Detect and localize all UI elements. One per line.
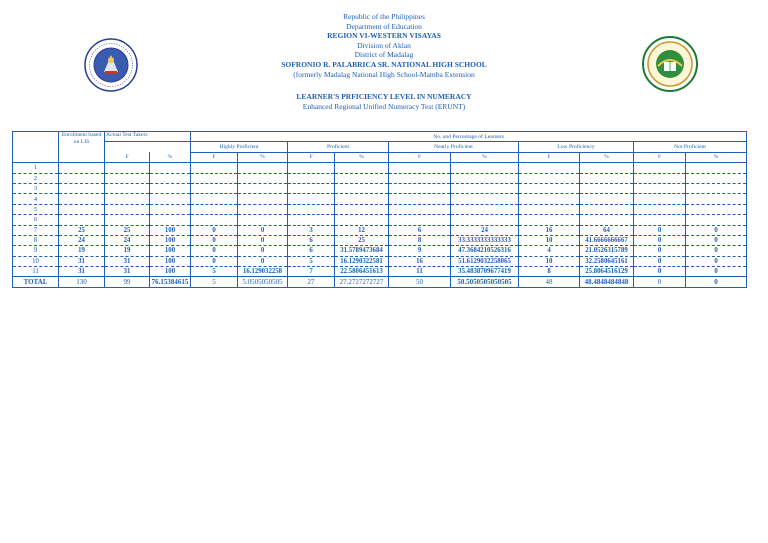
table-cell — [580, 204, 634, 214]
table-cell: 0 — [191, 235, 238, 245]
table-cell: 6 — [288, 246, 335, 256]
total-cell: 130 — [59, 277, 105, 287]
table-cell: 31.5789473684 — [335, 246, 389, 256]
total-cell: 0 — [686, 277, 747, 287]
sub-header-pct: % — [238, 152, 288, 162]
table-cell — [389, 194, 451, 204]
grade-cell: 7 — [13, 225, 59, 235]
table-cell — [105, 204, 150, 214]
table-cell: 47.3684210526316 — [451, 246, 519, 256]
table-cell: 0 — [191, 256, 238, 266]
table-cell — [335, 204, 389, 214]
table-cell — [389, 204, 451, 214]
table-cell — [686, 183, 747, 193]
table-cell: 32.2580645161 — [580, 256, 634, 266]
report-title-block — [0, 92, 768, 111]
header-row-levels — [13, 142, 747, 152]
table-cell — [686, 204, 747, 214]
table-cell: 51.6129032258065 — [451, 256, 519, 266]
table-cell: 0 — [634, 246, 686, 256]
table-cell: 31 — [105, 267, 150, 277]
table-cell: 24 — [451, 225, 519, 235]
table-cell — [580, 194, 634, 204]
table-cell: 35.4838709677419 — [451, 267, 519, 277]
table-cell: 10 — [519, 235, 580, 245]
enrollment-header: Enrollment based on LIS — [59, 132, 105, 163]
header-row-main — [13, 132, 747, 142]
table-cell — [59, 215, 105, 225]
header-line-former-name: (formerly Madalag National High School-Mamba Extension — [293, 69, 475, 79]
table-cell: 7 — [288, 267, 335, 277]
grade-cell: 4 — [13, 194, 59, 204]
deped-seal-logo — [84, 38, 138, 92]
report-title: LEARNER'S PRFICIENCY LEVEL IN NUMERACY — [296, 92, 472, 101]
table-cell — [451, 173, 519, 183]
table-cell: 25 — [59, 225, 105, 235]
table-row — [13, 246, 747, 256]
table-cell: 8 — [389, 235, 451, 245]
sub-header-f: F — [519, 152, 580, 162]
table-cell — [519, 173, 580, 183]
table-cell — [634, 173, 686, 183]
table-cell — [519, 183, 580, 193]
level-header-low-proficiency: Low Proficiency — [519, 142, 634, 152]
table-cell — [105, 173, 150, 183]
header-line-district: District of Madalag — [354, 50, 414, 60]
table-cell: 100 — [150, 267, 191, 277]
table-cell: 16 — [389, 256, 451, 266]
table-cell — [634, 183, 686, 193]
table-cell: 100 — [150, 235, 191, 245]
grade-header — [13, 132, 59, 163]
table-cell: 11 — [389, 267, 451, 277]
numeracy-proficiency-table — [12, 131, 747, 288]
table-cell — [59, 194, 105, 204]
table-cell: 16.1290322581 — [335, 256, 389, 266]
total-cell: 5.0505050505 — [238, 277, 288, 287]
table-cell — [288, 163, 335, 173]
total-cell: 50 — [389, 277, 451, 287]
table-row — [13, 183, 747, 193]
table-cell — [150, 173, 191, 183]
table-cell — [288, 194, 335, 204]
table-cell — [105, 215, 150, 225]
table-cell: 24 — [105, 235, 150, 245]
table-cell: 0 — [634, 267, 686, 277]
table-cell: 0 — [634, 225, 686, 235]
table-body — [13, 163, 747, 277]
grade-cell: 3 — [13, 183, 59, 193]
table-cell: 64 — [580, 225, 634, 235]
grade-cell: 1 — [13, 163, 59, 173]
table-cell: 0 — [191, 225, 238, 235]
table-cell — [191, 183, 238, 193]
table-cell — [238, 163, 288, 173]
table-row — [13, 267, 747, 277]
total-cell: 50.5050505050505 — [451, 277, 519, 287]
table-cell: 6 — [288, 235, 335, 245]
table-cell — [634, 204, 686, 214]
table-row — [13, 215, 747, 225]
table-cell — [191, 204, 238, 214]
table-cell: 25 — [335, 235, 389, 245]
table-row — [13, 163, 747, 173]
table-cell — [634, 163, 686, 173]
table-cell — [580, 173, 634, 183]
table-cell — [519, 215, 580, 225]
table-cell: 31 — [105, 256, 150, 266]
level-header-proficient: Proficient — [288, 142, 389, 152]
school-seal-logo — [642, 36, 698, 92]
sub-header-f: F — [191, 152, 238, 162]
table-cell: 100 — [150, 225, 191, 235]
table-cell: 0 — [238, 225, 288, 235]
header-row-subcolumns — [13, 152, 747, 162]
header-line-country: Republic of the Philippines — [343, 12, 425, 21]
table-cell: 24 — [59, 235, 105, 245]
table-cell — [634, 215, 686, 225]
table-cell: 0 — [686, 267, 747, 277]
grade-cell: 9 — [13, 246, 59, 256]
table-cell — [389, 163, 451, 173]
table-cell — [335, 163, 389, 173]
table-cell: 25 — [105, 225, 150, 235]
sub-header-f: F — [634, 152, 686, 162]
table-cell — [150, 204, 191, 214]
header-line-school: SOFRONIO R. PALABRICA SR. NATIONAL HIGH SCHOOL — [281, 59, 487, 69]
table-cell: 0 — [634, 235, 686, 245]
grade-cell: 5 — [13, 204, 59, 214]
learners-group-header: No. and Percentage of Learners — [191, 132, 747, 142]
table-cell — [335, 194, 389, 204]
table-cell: 21.0526315789 — [580, 246, 634, 256]
table-cell — [238, 215, 288, 225]
table-cell: 3 — [288, 225, 335, 235]
level-header-nearly-proficient: Nearly Proficient — [389, 142, 519, 152]
header-line-department: Department of Education — [346, 21, 422, 31]
test-takers-header-continued — [105, 142, 191, 152]
table-row — [13, 256, 747, 266]
table-cell: 0 — [238, 256, 288, 266]
table-cell — [580, 183, 634, 193]
sub-header-f: F — [288, 152, 335, 162]
table-cell: 0 — [686, 246, 747, 256]
table-cell — [191, 194, 238, 204]
table-cell — [335, 173, 389, 183]
sub-header-pct: % — [580, 152, 634, 162]
table-cell: 8 — [519, 267, 580, 277]
table-cell — [105, 183, 150, 193]
grade-cell: 10 — [13, 256, 59, 266]
table-cell: 6 — [389, 225, 451, 235]
table-cell — [451, 183, 519, 193]
table-cell: 0 — [686, 225, 747, 235]
table-cell — [519, 204, 580, 214]
total-cell: 99 — [105, 277, 150, 287]
table-cell: 0 — [238, 246, 288, 256]
sub-header-f: F — [105, 152, 150, 162]
table-cell — [288, 173, 335, 183]
table-cell — [191, 173, 238, 183]
table-cell — [59, 173, 105, 183]
grade-cell: 8 — [13, 235, 59, 245]
table-cell — [634, 194, 686, 204]
table-cell: 10 — [519, 256, 580, 266]
header-line-division: Division of Aklan — [357, 40, 411, 50]
level-header-not-proficient: Not Proficient — [634, 142, 747, 152]
total-cell: 27 — [288, 277, 335, 287]
table-cell — [335, 183, 389, 193]
sub-header-pct: % — [150, 152, 191, 162]
table-row — [13, 173, 747, 183]
total-row — [13, 277, 747, 287]
table-cell: 16 — [519, 225, 580, 235]
table-row — [13, 225, 747, 235]
table-cell — [519, 194, 580, 204]
grade-cell: 2 — [13, 173, 59, 183]
table-cell — [580, 215, 634, 225]
grade-cell: 11 — [13, 267, 59, 277]
table-cell: 31 — [59, 267, 105, 277]
report-subtitle: Enhanced Regional Unified Numeracy Test (ERUNT) — [302, 101, 466, 111]
total-cell: 0 — [634, 277, 686, 287]
table-cell — [389, 215, 451, 225]
table-cell: 0 — [686, 235, 747, 245]
table-cell — [105, 163, 150, 173]
table-cell — [288, 215, 335, 225]
level-header-highly-proficient: Highly Proficient — [191, 142, 288, 152]
total-cell: 48.4848484848 — [580, 277, 634, 287]
table-cell — [238, 194, 288, 204]
table-cell — [288, 183, 335, 193]
table-cell — [59, 204, 105, 214]
table-cell: 0 — [634, 256, 686, 266]
sub-header-pct: % — [686, 152, 747, 162]
table-cell: 33.3333333333333 — [451, 235, 519, 245]
table-row — [13, 194, 747, 204]
table-cell — [519, 163, 580, 173]
table-row — [13, 204, 747, 214]
test-takers-header: Actual Test Takers — [105, 132, 191, 142]
table-cell: 12 — [335, 225, 389, 235]
table-cell — [150, 194, 191, 204]
table-cell: 100 — [150, 256, 191, 266]
table-row — [13, 235, 747, 245]
table-cell: 5 — [288, 256, 335, 266]
total-cell: 48 — [519, 277, 580, 287]
table-cell — [686, 194, 747, 204]
sub-header-pct: % — [335, 152, 389, 162]
total-cell: 5 — [191, 277, 238, 287]
table-cell — [451, 194, 519, 204]
sub-header-pct: % — [451, 152, 519, 162]
sub-header-f: F — [389, 152, 451, 162]
table-cell — [451, 163, 519, 173]
table-cell — [191, 163, 238, 173]
total-cell: 76.15384615 — [150, 277, 191, 287]
table-cell: 25.8064516129 — [580, 267, 634, 277]
table-cell: 9 — [389, 246, 451, 256]
table-cell — [686, 163, 747, 173]
table-cell: 4 — [519, 246, 580, 256]
table-cell — [288, 204, 335, 214]
table-cell: 100 — [150, 246, 191, 256]
table-cell — [389, 173, 451, 183]
table-cell: 22.5806451613 — [335, 267, 389, 277]
total-cell: 27.2727272727 — [335, 277, 389, 287]
table-cell: 5 — [191, 267, 238, 277]
table-cell: 0 — [238, 235, 288, 245]
table-cell — [150, 183, 191, 193]
grade-cell: 6 — [13, 215, 59, 225]
table-cell: 19 — [105, 246, 150, 256]
table-cell — [389, 183, 451, 193]
table-cell — [150, 163, 191, 173]
table-cell — [686, 215, 747, 225]
table-cell — [451, 204, 519, 214]
table-cell — [191, 215, 238, 225]
table-cell: 31 — [59, 256, 105, 266]
table-cell — [580, 163, 634, 173]
table-cell — [150, 215, 191, 225]
table-cell — [105, 194, 150, 204]
table-cell: 16.129032258 — [238, 267, 288, 277]
table-cell — [59, 163, 105, 173]
table-cell: 0 — [686, 256, 747, 266]
table-cell: 41.6666666667 — [580, 235, 634, 245]
table-cell — [451, 215, 519, 225]
table-cell — [59, 183, 105, 193]
table-cell — [686, 173, 747, 183]
total-cell: TOTAL — [13, 277, 59, 287]
header-line-region: REGION VI-WESTERN VISAYAS — [327, 31, 441, 41]
table-cell — [238, 173, 288, 183]
table-cell — [238, 204, 288, 214]
table-cell: 19 — [59, 246, 105, 256]
table-cell: 0 — [191, 246, 238, 256]
table-cell — [238, 183, 288, 193]
table-cell — [335, 215, 389, 225]
